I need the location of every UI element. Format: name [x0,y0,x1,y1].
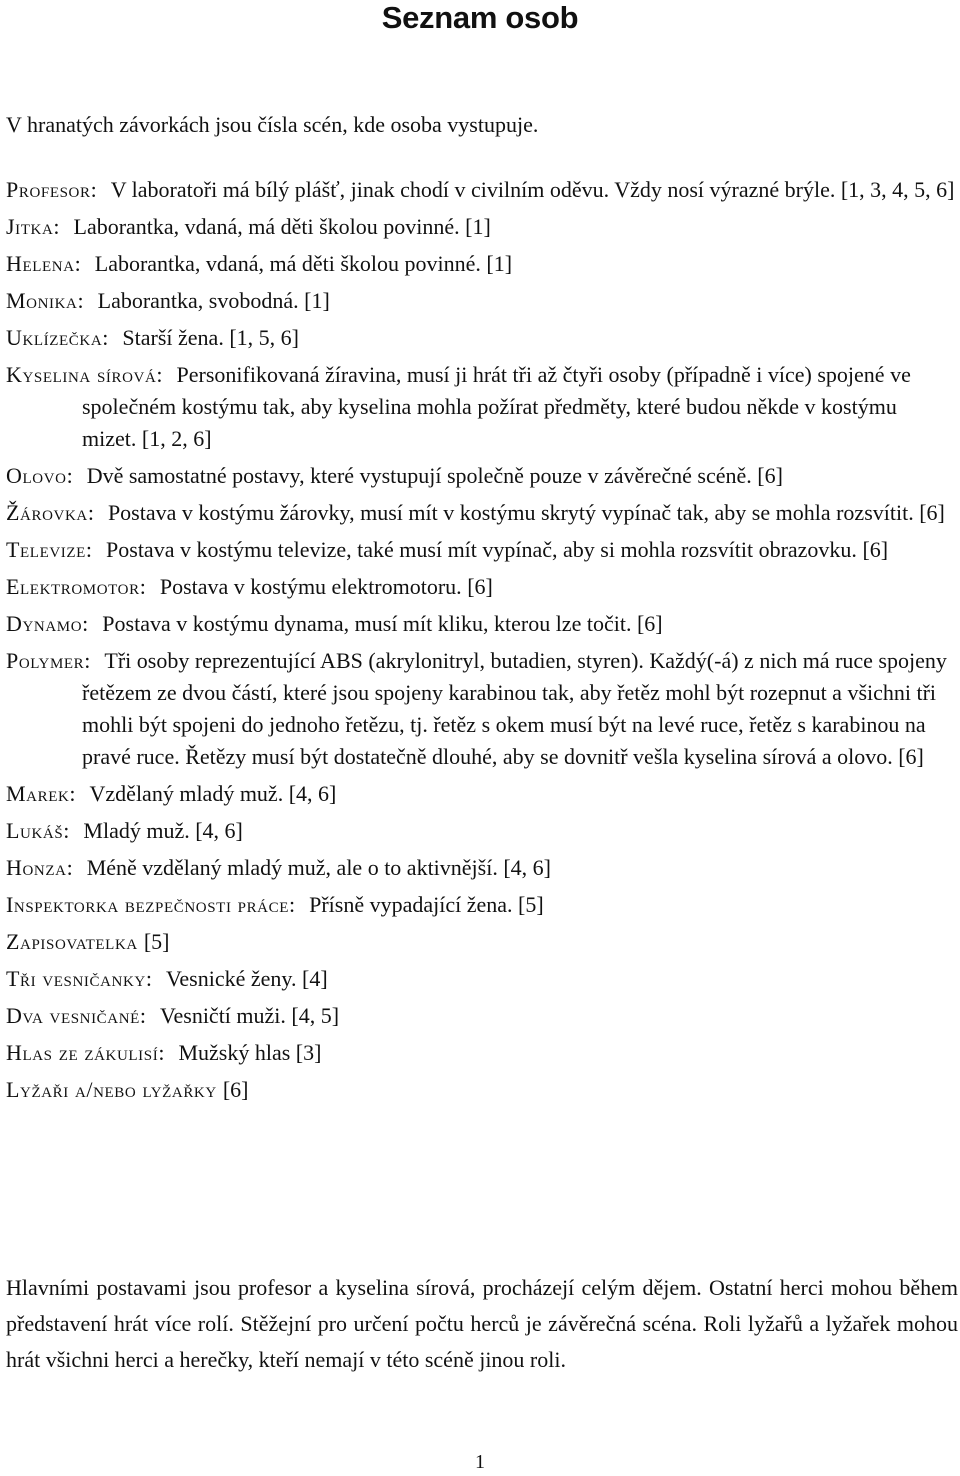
name-separator: : [156,362,163,387]
cast-entry [6,645,956,773]
scene-numbers: [6] [919,500,945,525]
scene-numbers: [1, 3, 4, 5, 6] [840,177,955,202]
character-description: Mužský hlas [178,1040,291,1065]
name-separator: : [90,177,97,202]
scene-numbers: [6] [898,744,924,769]
character-description: Méně vzdělaný mladý muž, ale o to aktivnější. [86,855,498,880]
character-name: Dva vesničané [6,1003,140,1028]
scene-numbers: [1, 5, 6] [229,325,299,350]
character-description: Tři osoby reprezentující ABS (akrylonitryl, butadien, styren). Každý(-á) z nich má ruce spojeny řetězem ze dvou částí, které jsou spojeny karabinou tak, aby řetěz mohl být rozepnut a všichni tři mohli být spojeni do jednoho řetězu, tj. řetěz s okem musí být na levé ruce, řetěz s karabinou na pravé ruce. Řetězy musí být dostatečně dlouhé, aby se dovnitř vešla kyselina sírová a olovo. [82,648,947,769]
name-separator: : [53,214,60,239]
character-description: Vzdělaný mladý muž. [89,781,284,806]
cast-entry [6,460,956,492]
character-name: Lyžaři a/nebo lyžařky [6,1077,217,1102]
cast-entry [6,1037,956,1069]
character-description: Starší žena. [122,325,224,350]
cast-entry [6,174,956,206]
scene-numbers: [1] [304,288,330,313]
character-description: Postava v kostýmu televize, také musí mít vypínač, aby si mohla rozsvítit obrazovku. [106,537,857,562]
character-name: Helena [6,251,75,276]
cast-entry [6,815,956,847]
name-separator: : [85,537,93,562]
character-name: Dynamo [6,611,83,636]
cast-entry [6,285,956,317]
character-description: Laborantka, svobodná. [97,288,299,313]
cast-entry [6,497,956,529]
scene-numbers: [4, 6] [503,855,552,880]
scene-numbers: [4, 5] [291,1003,340,1028]
scene-numbers: [5] [518,892,544,917]
name-separator: : [288,892,296,917]
character-name: Marek [6,781,70,806]
scene-numbers: [6] [636,611,663,636]
character-name: Monika [6,288,78,313]
name-separator: : [139,1003,147,1028]
character-description: Dvě samostatné postavy, které vystupují společně pouze v závěrečné scéně. [86,463,752,488]
character-name: Jitka [6,214,54,239]
cast-entry [6,571,956,603]
character-name: Televize [6,537,86,562]
scene-numbers: [6] [222,1077,249,1102]
cast-list [6,174,956,1111]
character-description: Laborantka, vdaná, má děti školou povinné. [94,251,481,276]
name-separator: : [102,325,109,350]
cast-entry [6,1000,956,1032]
cast-entry [6,359,956,455]
character-name: Tři vesničanky [6,966,146,991]
character-name: Zapisovatelka [6,929,138,954]
character-description: Postava v kostýmu elektromotoru. [159,574,462,599]
scene-numbers: [5] [143,929,170,954]
scene-numbers: [6] [467,574,493,599]
name-separator: : [74,251,81,276]
scene-numbers: [3] [295,1040,322,1065]
character-name: Uklízečka [6,325,103,350]
name-separator: : [158,1040,165,1065]
name-separator: : [139,574,146,599]
scene-numbers: [4, 6] [195,818,243,843]
character-name: Hlas ze zákulisí [6,1040,159,1065]
character-description: Přísně vypadající žena. [309,892,513,917]
character-description: Postava v kostýmu žárovky, musí mít v kostýmu skrytý vypínač tak, aby se mohla rozsvítit. [107,500,914,525]
scene-numbers: [6] [757,463,783,488]
scene-numbers: [4] [302,966,328,991]
scene-numbers: [6] [862,537,889,562]
scene-numbers: [1] [465,214,491,239]
cast-entry [6,1074,956,1106]
character-description: Vesničtí muži. [160,1003,286,1028]
cast-entry [6,778,956,810]
name-separator: : [63,818,70,843]
character-name: Inspektorka bezpečnosti práce [6,892,289,917]
character-name: Lukáš [6,818,64,843]
name-separator: : [66,463,73,488]
name-separator: : [84,648,91,673]
summary-paragraph: Hlavními postavami jsou profesor a kyselina sírová, procházejí celým dějem. Ostatní herci mohou během představení hrát více rolí. Stěžejní pro určení počtu herců je závěrečná scéna. Roli lyžařů a lyžařek mohou hrát všichni herci a herečky, kteří nemají v této scéně jinou roli. [6,1275,958,1372]
name-separator: : [87,500,94,525]
character-description: Laborantka, vdaná, má děti školou povinné. [73,214,460,239]
scene-numbers: [1, 2, 6] [141,426,212,451]
page-number: 1 [475,1451,485,1473]
name-separator: : [82,611,89,636]
name-separator: : [66,855,73,880]
character-name: Kyselina sírová [6,362,157,387]
intro-paragraph: V hranatých závorkách jsou čísla scén, kde osoba vystupuje. [6,112,539,137]
scene-numbers: [1] [486,251,513,276]
scene-numbers: [4, 6] [288,781,337,806]
cast-entry [6,926,956,958]
name-separator: : [77,288,84,313]
character-description: Mladý muž. [83,818,190,843]
page-title: Seznam osob [381,0,579,35]
name-separator: : [69,781,76,806]
cast-entry [6,852,956,884]
character-description: Vesnické ženy. [165,966,297,991]
character-name: Elektromotor [6,574,140,599]
cast-entry [6,963,956,995]
character-name: Honza [6,855,67,880]
cast-entry [6,248,956,280]
cast-entry [6,322,956,354]
cast-entry [6,534,956,566]
cast-entry [6,211,956,243]
character-name: Profesor [6,177,91,202]
character-name: Polymer [6,648,85,673]
character-description: Personifikovaná žíravina, musí ji hrát tři až čtyři osoby (případně i více) spojené ve společném kostýmu tak, aby kyselina mohla požírat předměty, které budou někde v kostýmu mizet. [82,362,911,451]
character-description: V laboratoři má bílý plášť, jinak chodí v civilním oděvu. Vždy nosí výrazné brýle. [110,177,836,202]
cast-entry [6,608,956,640]
character-name: Olovo [6,463,67,488]
name-separator: : [145,966,152,991]
cast-entry [6,889,956,921]
character-name: Žárovka [6,500,88,525]
character-description: Postava v kostýmu dynama, musí mít kliku, kterou lze točit. [102,611,632,636]
